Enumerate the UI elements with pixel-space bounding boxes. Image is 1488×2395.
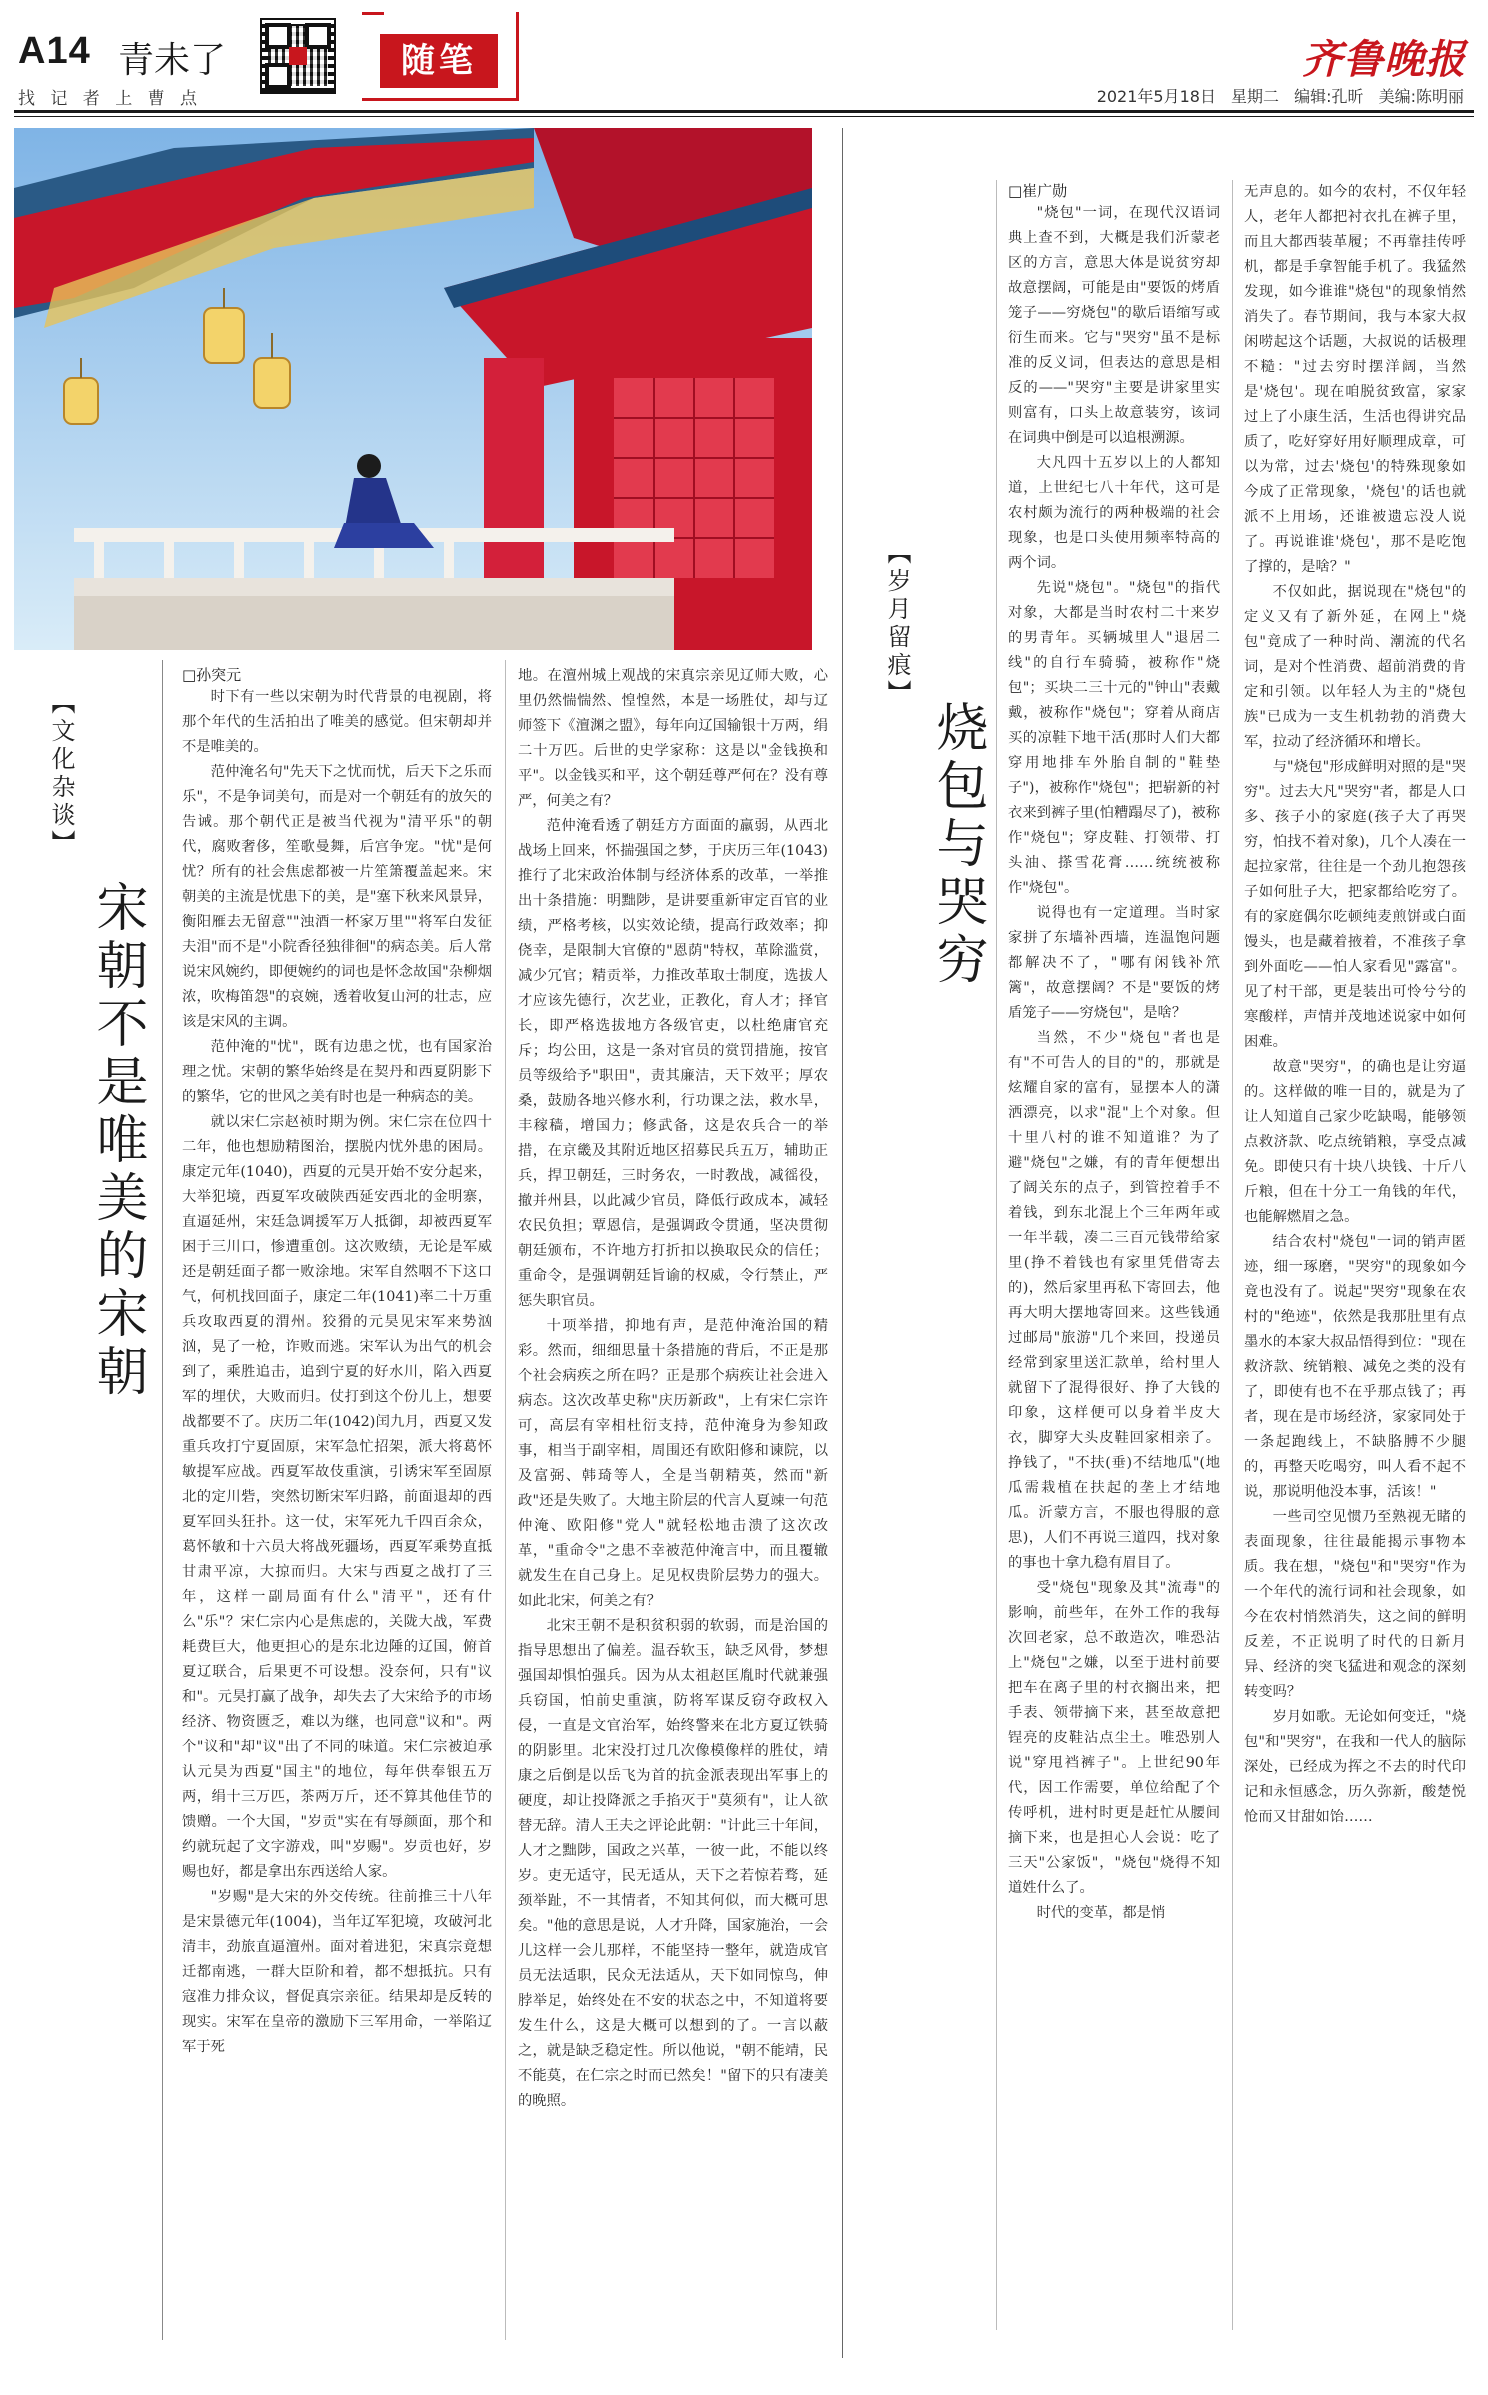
paragraph: "烧包"一词，在现代汉语词典上查不到，大概是我们沂蒙老区的方言，意思大体是说贫穷却故意摆阔，可能是由"要饭的烤盾笼子——穷烧包"的歇后语缩写或衍生而来。它与"哭穷"虽不是标准的反义词，但表达的意思是相反的——"哭穷"主要是讲家里实则富有，口头上故意装穷，该词在词典中倒是可以追根溯源。 [1008, 205, 1220, 446]
paragraph: 大凡四十五岁以上的人都知道，上世纪七八十年代，这可是农村颇为流行的两种极端的社会现象，也是口头使用频率特高的两个词。 [1008, 455, 1220, 571]
article-divider [842, 128, 843, 2358]
paragraph: 先说"烧包"。"烧包"的指代对象，大都是当时农村二十来岁的男青年。买辆城里人"退居二线"的自行车骑骑，被称作"烧包"；买块二三十元的"钟山"表戴戴，被称作"烧包"；穿着从商店买的凉鞋下地干活(那时人们大都穿用地排车外胎自制的"鞋垫子")，被称作"烧包"；把崭新的衬衣来到裤子里(怕糟蹋尽了)，被称作"烧包"；穿皮鞋、打领带、打头油、搽雪花膏……统统被称作"烧包"。 [1008, 580, 1220, 896]
article1-author: □孙突元 [182, 666, 242, 684]
article2-divider [996, 180, 997, 2330]
paragraph: 时代的变革，都是悄 [1036, 1905, 1166, 1921]
header-rule-thin [14, 116, 1474, 117]
newspaper-logo: 齐鲁晚报 [1302, 36, 1466, 83]
paragraph: 岁月如歌。无论如何变迁，"烧包"和"哭穷"，在我和一代人的脑际深处，已经成为挥之不去的时代印记和永恒感念，历久弥新，酸楚悦怆而又甘甜如饴…… [1244, 1709, 1466, 1825]
paragraph: 范仲淹看透了朝廷方方面面的羸弱，从西北战场上回来，怀揣强国之梦，于庆历三年(1043)推行了北宋政治体制与经济体系的改革，一举推出十条措施：明黜陟，是讲要重新审定百官的业绩，严格考核，以实效论绩，提高行政效率；抑侥幸，是限制大官僚的"恩荫"特权，革除滥赏，减少冗官；精贡举，力推改革取士制度，选拔人才应该先德行，次艺业，正教化，育人才；择官长，即严格选拔地方各级官吏，以杜绝庸官充斥；均公田，这是一条对官员的赏罚措施，按官员等级给予"职田"，责其廉洁，天下效平；厚农桑，鼓励各地兴修水利，行功课之法，救水旱，丰稼穑，增国力；修武备，这是农兵合一的举措，在京畿及其附近地区招募民兵五万，辅助正兵，捍卫朝廷，三时务农，一时教战，减徭役，撤并州县，以此减少官员，降低行政成本，减轻农民负担；覃恩信，是强调政令贯通，坚决贯彻朝廷颁布，不许地方打折扣以换取民众的信任；重命令，是强调朝廷旨谕的权威，令行禁止，严惩失职官员。 [518, 818, 828, 1309]
article2-column-2 [1244, 180, 1466, 2360]
article2-title: 烧包与哭穷 [927, 700, 987, 990]
article2-column-1 [1008, 180, 1220, 2360]
paragraph: 十项举措，抑地有声，是范仲淹治国的精彩。然而，细细思量十条措施的背后，不正是那个社会病疾之所在吗？正是那个病疾让社会进入病态。这次改革史称"庆历新政"，上有宋仁宗许可，高层有宰相杜衍支持，范仲淹身为参知政事，相当于副宰相，周围还有欧阳修和谏院，以及富弼、韩琦等人，全是当朝精英，然而"新政"还是失败了。大地主阶层的代言人夏竦一句范仲淹、欧阳修"党人"就轻松地击溃了这次改革，"重命令"之患不幸被范仲淹言中，而且覆辙就发生在自己身上。足见权贵阶层势力的强大。如此北宋，何美之有？ [518, 1318, 828, 1609]
paragraph: 北宋王朝不是积贫积弱的软弱，而是治国的指导思想出了偏差。温吞软玉，缺乏风骨，梦想强国却惧怕强兵。因为从太祖赵匡胤时代就兼强兵窃国，怕前史重演，防将军谋反窃夺政权入侵，一直是文官治军，始终警来在北方夏辽铁骑的阴影里。北宋没打过几次像模像样的胜仗，靖康之后倒是以岳飞为首的抗金派表现出军事上的硬度，却让投降派之手掐灭于"莫须有"，让人欲替无辞。清人王夫之评论此朝："计此三十年间，人才之黜陟，国政之兴革，一彼一此，不能以终岁。吏无适守，民无适从，天下之若惊若骛，延颈举趾，不一其情者，不知其何似，而大概可思矣。"他的意思是说，人才升降，国家施治，一会儿这样一会儿那样，不能坚持一整年，就造成官员无法适职，民众无法适从，天下如同惊鸟，伸脖举足，始终处在不安的状态之中，不知道将要发生什么，这是大概可以想到的了。一言以蔽之，就是缺乏稳定性。所以他说，"朝不能靖，民不能莫，在仁宗之时而已然矣！"留下的只有凄美的晚照。 [518, 1618, 828, 2109]
pavilion-illustration [14, 128, 812, 650]
article1-title: 宋朝不是唯美的宋朝 [87, 880, 147, 1402]
article2-kicker: 【岁月留痕】 [883, 540, 911, 708]
article1-column-2 [518, 664, 828, 2364]
paragraph: 范仲淹名句"先天下之忧而忧，后天下之乐而乐"，不是争词美句，而是对一个朝廷有的放矢的告诫。那个朝代正是被当代视为"清平乐"的朝代，腐败奢侈，笙歌曼舞，后宫争宠。"忧"是何忧？所有的社会焦虑都被一片笙箫覆盖起来。宋朝美的主流是忧患下的美，是"塞下秋来风景异，衡阳雁去无留意""浊酒一杯家万里""将军白发征夫泪"而不是"小院香径独徘徊"的病态美。后人常说宋风婉约，即便婉约的词也是怀念故国"杂柳烟浓，吹梅笛怨"的哀婉，透着收复山河的壮志，应该是宋风的主调。 [182, 764, 492, 1030]
article1-divider [162, 660, 163, 2340]
article1-kicker: 【文化杂谈】 [47, 690, 75, 858]
paragraph: 故意"哭穷"，的确也是让穷逼的。这样做的唯一目的，就是为了让人知道自己家少吃缺喝，能够领点救济款、吃点统销粮，享受点减免。即使只有十块八块钱、十斤八斤粮，但在十分工一角钱的年代，也能解燃眉之急。 [1244, 1059, 1466, 1225]
paragraph: 范仲淹的"忧"，既有边患之忧，也有国家治理之忧。宋朝的繁华始终是在契丹和西夏阴影下的繁华，它的世风之美有时也是一种病态的美。 [182, 1039, 492, 1105]
section-name: 青未了 [118, 40, 227, 81]
paragraph: 一些司空见惯乃至熟视无睹的表面现象，往往最能揭示事物本质。我在想，"烧包"和"哭穷"作为一个年代的流行词和社会现象，如今在农村悄然消失，这之间的鲜明反差，不正说明了时代的日新月异、经济的突飞猛进和观念的深刻转变吗？ [1244, 1509, 1466, 1700]
qr-logo-icon [289, 47, 307, 65]
header-slogan: 找 记 者 上 曹 点 [18, 89, 203, 109]
article1-column-1 [182, 664, 492, 2364]
paragraph: 与"烧包"形成鲜明对照的是"哭穷"。过去大凡"哭穷"者，都是人口多、孩子小的家庭(孩子大了再哭穷，怕找不着对象)，几个人凑在一起拉家常，往往是一个劲儿抱怨孩子如何肚子大，把家都给吃穷了。有的家庭偶尔吃顿纯麦煎饼或白面馒头，也是藏着掖着，不准孩子拿到外面吃——怕人家看见"露富"。见了村干部，更是装出可怜兮兮的寒酸样，声情并茂地述说家中如何困难。 [1244, 759, 1466, 1050]
column-divider [1232, 180, 1233, 2330]
paragraph: 说得也有一定道理。当时家家拼了东墙补西墙，连温饱问题都解决不了，"哪有闲钱补笊篱"，故意摆阔？不是"要饭的烤盾笼子——穷烧包"，是啥？ [1008, 905, 1220, 1021]
qr-code[interactable] [260, 18, 336, 94]
paragraph: 结合农村"烧包"一词的销声匿迹，细一琢磨，"哭穷"的现象如今竟也没有了。说起"哭穷"现象在农村的"绝迹"，依然是我那肚里有点墨水的本家大叔品悟得到位："现在救济款、统销粮、减免之类的没有了，即使有也不在乎那点钱了；再者，现在是市场经济，家家同处于一条起跑线上，不缺胳膊不少腿的，再整天吃喝穷，叫人看不起不说，那说明他没本事，活该！" [1244, 1234, 1466, 1500]
page-number: A14 [18, 30, 91, 72]
column-tag: 随笔 [380, 34, 498, 88]
paragraph: 当然，不少"烧包"者也是有"不可告人的目的"的，那就是炫耀自家的富有，显摆本人的潇洒漂亮，以求"混"上个对象。但十里八村的谁不知道谁？为了避"烧包"之嫌，有的青年便想出了阔关东的点子，到管控着手不着钱，到东北混上个三年两年或一年半载，凑二三百元钱带给家里(挣不着钱也有家里凭借寄去的)，然后家里再私下寄回去，他再大明大摆地寄回来。这些钱通过邮局"旅游"几个来回，投递员经常到家里送汇款单，给村里人就留下了混得很好、挣了大钱的印象，这样便可以身着半皮大衣，脚穿大头皮鞋回家相亲了。挣钱了，"不扶(垂)不结地瓜"(地瓜需栽植在扶起的垄上才结地瓜。沂蒙方言，不服也得服的意思)，人们不再说三道四，找对象的事也十拿九稳有眉目了。 [1008, 1030, 1220, 1571]
paragraph: 就以宋仁宗赵祯时期为例。宋仁宗在位四十二年，他也想励精图治，摆脱内忧外患的困局。康定元年(1040)，西夏的元昊开始不安分起来，大举犯境，西夏军攻破陕西延安西北的金明寨，直逼延州，宋廷急调援军万人抵御，却被西夏军困于三川口，惨遭重创。这次败绩，无论是军威还是朝廷面子都一败涂地。宋军自然咽不下这口气，何机找回面子，康定二年(1041)率二十万重兵攻取西夏的渭州。狡猾的元昊见宋军来势汹汹，晃了一枪，诈败而逃。宋军认为出气的机会到了，乘胜追击，追到宁夏的好水川，陷入西夏军的埋伏，大败而归。仗打到这个份儿上，想要战都要不了。庆历二年(1042)闰九月，西夏又发重兵攻打宁夏固原，宋军急忙招架，派大将葛怀敏提军应战。西夏军故伎重演，引诱宋军至固原北的定川砦，突然切断宋军归路，前面退却的西夏军回头狂扑。这一仗，宋军死九千四百余众，葛怀敏和十六员大将战死疆场，西夏军乘势直抵甘肃平凉，大掠而归。大宋与西夏之战打了三年，这样一副局面有什么"清平"，还有什么"乐"？宋仁宗内心是焦虑的，关陇大战，军费耗费巨大，他更担心的是东北边陲的辽国，俯首夏辽联合，后果更不可设想。没奈何，只有"议和"。元昊打赢了战争，却失去了大宋给予的市场经济、物资匮乏，难以为继，也同意"议和"。两个"议和"却"议"出了不同的味道。宋仁宗被迫承认元昊为西夏"国主"的地位，每年供奉银五万两，绢十三万匹，茶两万斤，还不算其他佳节的馈赠。一个大国，"岁贡"实在有辱颜面，那个和约就玩起了文字游戏，叫"岁赐"。岁贡也好，岁赐也好，都是拿出东西送给人家。 [182, 1114, 492, 1880]
header-rule [14, 110, 1474, 113]
header-meta: 2021年5月18日 星期二 编辑:孔昕 美编:陈明丽 [1096, 87, 1464, 106]
paragraph: "岁赐"是大宋的外交传统。往前推三十八年是宋景德元年(1004)，当年辽军犯境，攻破河北清丰，劲旅直逼澶州。面对着进犯，宋真宗竟想迁都南逃，一群大臣阶和着，都不想抵抗。只有寇准力排众议，督促真宗亲征。结果却是反转的现实。宋军在皇帝的激励下三军用命，一举陷辽军于死 [182, 1889, 492, 2055]
column-divider [505, 660, 506, 2340]
paragraph: 受"烧包"现象及其"流毒"的影响，前些年，在外工作的我每次回老家，总不敢造次，唯恐沾上"烧包"之嫌，以至于进村前要把车在离子里的村衣搁出来，把手表、领带摘下来，甚至故意把锃亮的皮鞋沾点尘土。唯恐别人说"穿甩裆裤子"。上世纪90年代，因工作需要，单位给配了个传呼机，进村时更是赶忙从腰间摘下来，也是担心人会说：吃了三天"公家饭"，"烧包"烧得不知道姓什么了。 [1008, 1580, 1220, 1896]
paragraph: 不仅如此，据说现在"烧包"的定义又有了新外延，在网上"烧包"竟成了一种时尚、潮流的代名词，是对个性消费、超前消费的肯定和引领。以年轻人为主的"烧包族"已成为一支生机勃勃的消费大军，拉动了经济循环和增长。 [1244, 584, 1466, 750]
paragraph: 无声息的。如今的农村，不仅年轻人，老年人都把衬衣扎在裤子里，而且大都西装革履；不再靠挂传呼机，都是手拿智能手机了。我猛然发现，如今谁谁"烧包"的现象悄然消失了。春节期间，我与本家大叔闲唠起这个话题，大叔说的话极理不糙："过去穷时摆洋阔，当然是'烧包'。现在咱脱贫致富，家家过上了小康生活，生活也得讲究品质了，吃好穿好用好顺理成章，可以为常，过去'烧包'的特殊现象如今成了正常现象，'烧包'的话也就派不上用场，还谁被遗忘没人说了。再说谁谁'烧包'，那不是吃饱了撑的，是啥？" [1244, 184, 1466, 575]
article2-author: □崔广勋 [1008, 182, 1068, 200]
paragraph: 地。在澶州城上观战的宋真宗亲见辽师大败，心里仍然惴惴然、惶惶然，本是一场胜仗，却与辽师签下《澶渊之盟》，每年向辽国输银十万两，绢二十万匹。后世的史学家称：这是以"金钱换和平"。以金钱买和平，这个朝廷尊严何在？没有尊严，何美之有？ [518, 668, 828, 809]
article-photo [14, 128, 812, 650]
paragraph: 时下有一些以宋朝为时代背景的电视剧，将那个年代的生活拍出了唯美的感觉。但宋朝却并不是唯美的。 [182, 689, 492, 755]
